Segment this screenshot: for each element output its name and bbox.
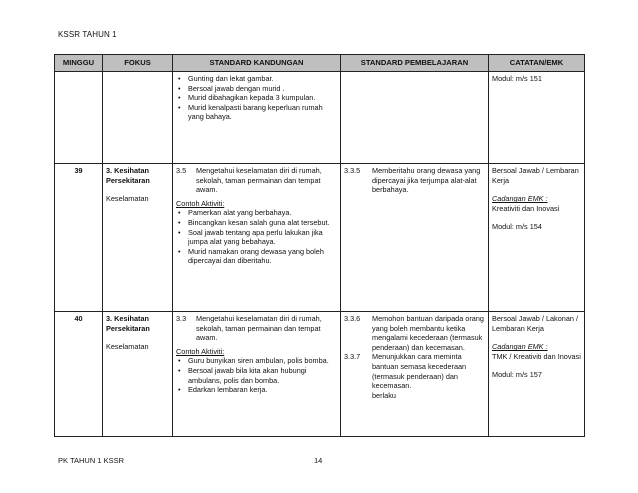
sp-code: 3.3.6	[344, 314, 361, 323]
modul-ref: Modul: m/s 157	[492, 370, 542, 380]
fokus-sub: Keselamatan	[106, 194, 149, 204]
activity-list	[176, 74, 337, 122]
col-fokus: FOKUS	[103, 55, 173, 72]
standard-pembelajaran-cell	[341, 72, 489, 164]
col-minggu: MINGGU	[55, 55, 103, 72]
sk-text: Mengetahui keselamatan diri di rumah, sekolah, taman permainan dan tempat awam.	[196, 314, 322, 343]
list-item: • Guru bunyikan siren ambulan, polis bomba.	[188, 356, 337, 366]
sk-code: 3.3	[176, 314, 187, 323]
catatan-cell	[489, 164, 585, 312]
sp-code: 3.3.7	[344, 352, 361, 362]
cadangan-emk-label: Cadangan EMK :	[492, 194, 548, 204]
fokus-title: 3. Kesihatan Persekitaran	[106, 314, 150, 333]
fokus-sub: Keselamatan	[106, 342, 149, 352]
catatan-text: Bersoal Jawab / Lembaran Kerja	[492, 166, 579, 185]
standard-kandungan-cell	[173, 312, 341, 437]
list-item: • Murid kenalpasti barang keperluan rumah yang bahaya.	[188, 103, 337, 122]
sk-code: 3.5	[176, 166, 187, 175]
standard-kandungan-cell	[173, 164, 341, 312]
activity-list	[176, 356, 337, 394]
catatan-text: Bersoal Jawab / Lakonan / Lembaran Kerja	[492, 314, 578, 333]
list-item: • Pamerkan alat yang berbahaya.	[188, 208, 337, 218]
standard-kandungan-cell	[173, 72, 341, 164]
standard-kandungan	[176, 314, 337, 343]
col-standard-kandungan: STANDARD KANDUNGAN	[173, 55, 341, 72]
standard-pembelajaran	[344, 166, 485, 195]
table-row	[55, 312, 585, 437]
modul-ref: Modul: m/s 154	[492, 222, 542, 232]
sp-text-extra: berlaku	[372, 390, 396, 400]
standard-pembelajaran-cell	[341, 312, 489, 437]
fokus-title: 3. Kesihatan Persekitaran	[106, 166, 150, 185]
fokus-cell	[103, 164, 173, 312]
table-row	[55, 72, 585, 164]
col-catatan-emk: CATATAN/EMK	[489, 55, 585, 72]
standard-kandungan	[176, 166, 337, 195]
sk-text: Mengetahui keselamatan diri di rumah, sekolah, taman permainan dan tempat awam.	[196, 166, 322, 195]
standard-pembelajaran	[344, 314, 485, 352]
list-item: • Bersoal jawab dengan murid .	[188, 84, 337, 94]
list-item: • Gunting dan lekat gambar.	[188, 74, 337, 84]
catatan-cell	[489, 72, 585, 164]
list-item: • Bincangkan kesan salah guna alat tersebut.	[188, 218, 337, 228]
fokus-cell	[103, 72, 173, 164]
emk-text: Kreativiti dan Inovasi	[492, 203, 560, 213]
sp-text: Memohon bantuan daripada orang yang boleh membantu ketika mengalami kecederaan (termasuk penderaan) dan kecemasan.	[372, 314, 484, 352]
modul-ref: Modul: m/s 151	[492, 74, 542, 83]
emk-text: TMK / Kreativiti dan Inovasi	[492, 351, 581, 361]
list-item: • Murid dibahagikan kepada 3 kumpulan.	[188, 93, 337, 103]
list-item: • Bersoal jawab bila kita akan hubungi ambulans, polis dan bomba.	[188, 366, 337, 385]
minggu-cell: 40	[55, 312, 103, 437]
table-row	[55, 164, 585, 312]
page-number: 14	[314, 456, 323, 465]
standard-pembelajaran	[344, 352, 485, 400]
page-header: KSSR TAHUN 1	[58, 30, 117, 39]
sp-text: Menunjukkan cara meminta bantuan semasa kecederaan (termasuk penderaan) dan kecemasan.	[372, 352, 467, 391]
table-header-row	[55, 55, 585, 72]
minggu-cell: 39	[55, 164, 103, 312]
list-item: • Edarkan lembaran kerja.	[188, 385, 337, 395]
activity-list	[176, 208, 337, 266]
contoh-aktiviti-label: Contoh Aktiviti:	[176, 198, 225, 208]
sp-text: Memberitahu orang dewasa yang dipercayai jika terjumpa alat-alat berbahaya.	[372, 166, 481, 195]
catatan-cell	[489, 312, 585, 437]
footer-label: PK TAHUN 1 KSSR	[58, 456, 124, 465]
rpt-table	[54, 54, 585, 437]
list-item: • Soal jawab tentang apa perlu lakukan jika jumpa alat yang bebahaya.	[188, 228, 337, 247]
list-item: • Murid namakan orang dewasa yang boleh dipercayai dan diberitahu.	[188, 247, 337, 266]
minggu-cell	[55, 72, 103, 164]
contoh-aktiviti-label: Contoh Aktiviti:	[176, 346, 225, 356]
standard-pembelajaran-cell	[341, 164, 489, 312]
col-standard-pembelajaran: STANDARD PEMBELAJARAN	[341, 55, 489, 72]
fokus-cell	[103, 312, 173, 437]
cadangan-emk-label: Cadangan EMK :	[492, 342, 548, 352]
sp-code: 3.3.5	[344, 166, 361, 175]
